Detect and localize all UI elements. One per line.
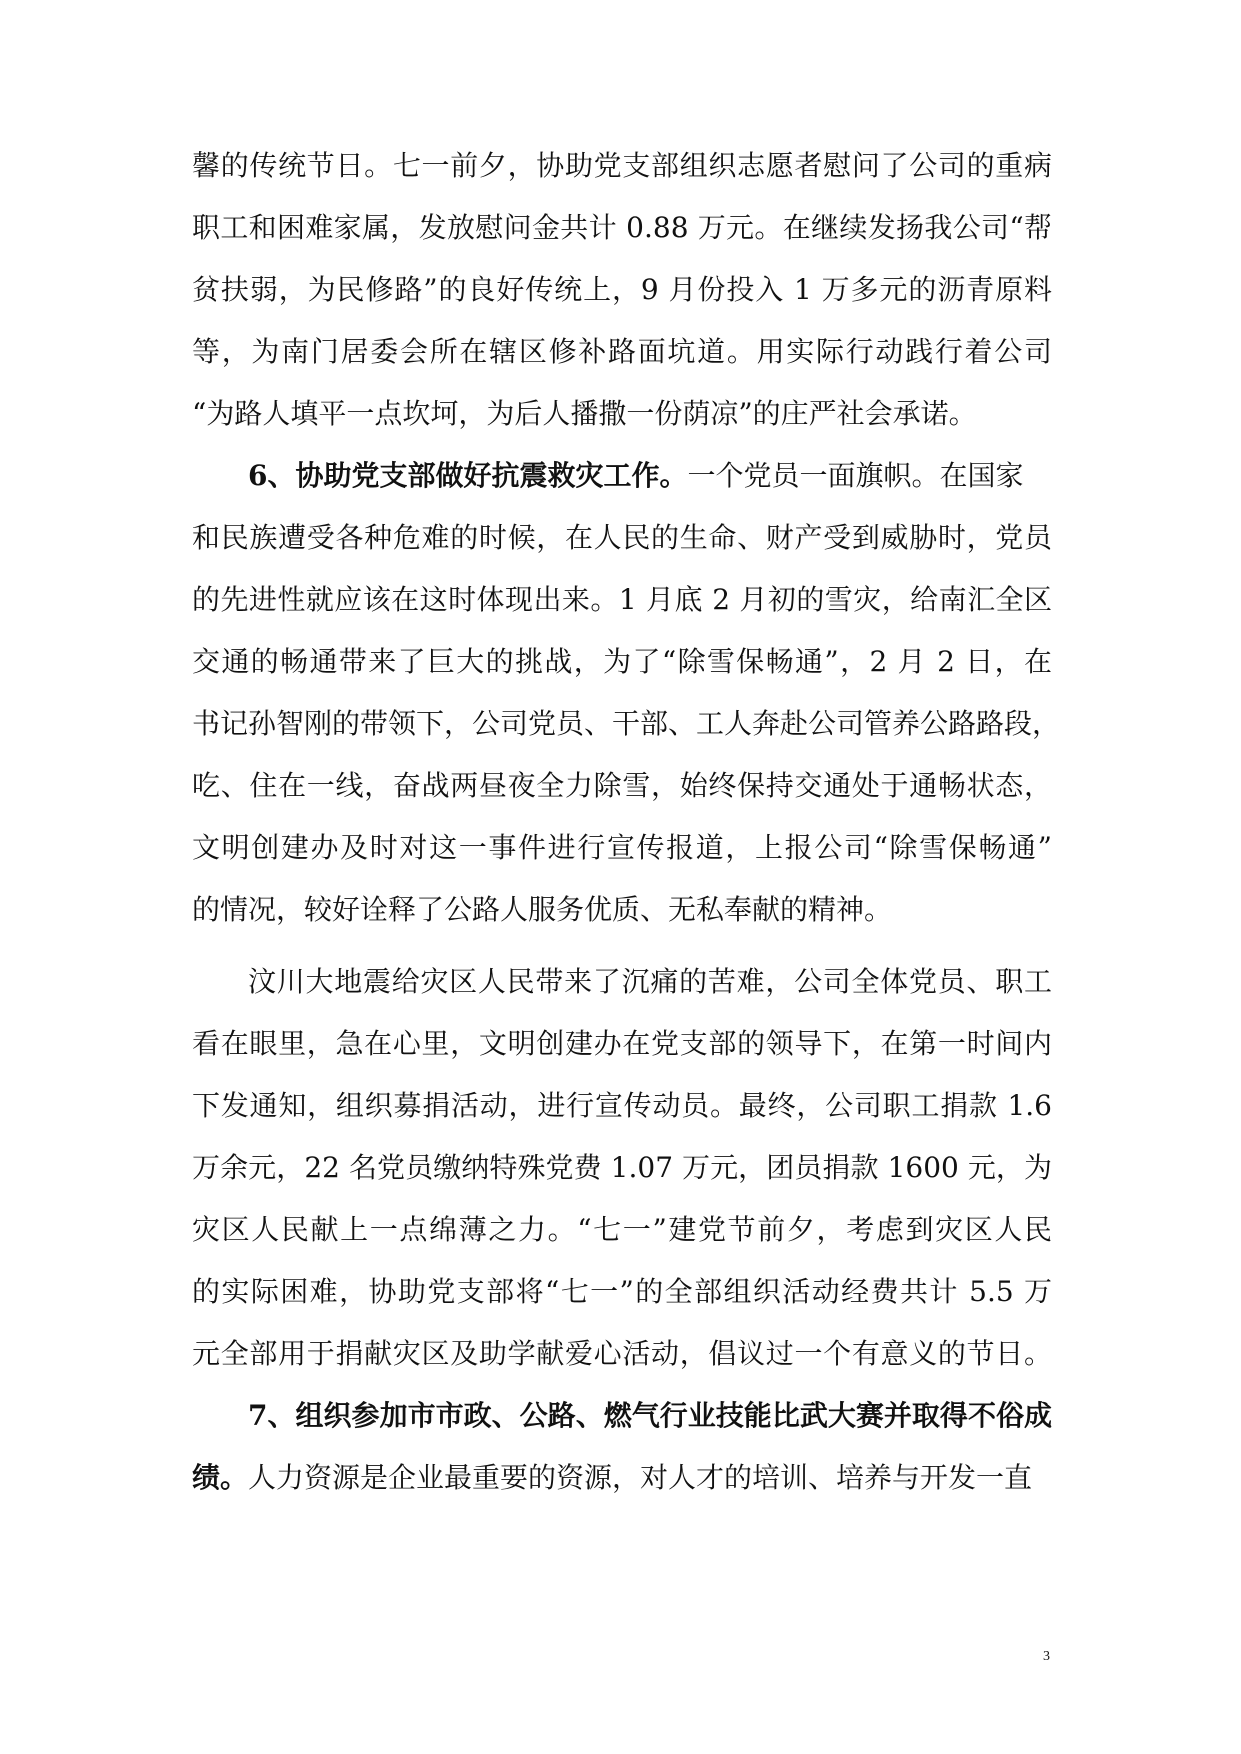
section-heading-7: 7、组织参加市市政、公路、燃气行业技能比武大赛并取得不俗成 [248,1399,1052,1432]
text-line: 职工和困难家属，发放慰问金共计 0.88 万元。在继续发扬我公司“帮 [192,211,1052,244]
text-line: 的情况，较好诠释了公路人服务优质、无私奉献的精神。 [192,893,893,926]
text-line: 等，为南门居委会所在辖区修补路面坑道。用实际行动践行着公司 [192,335,1052,368]
section-heading-7-cont: 绩。 [192,1461,249,1494]
text-line: 书记孙智刚的带领下，公司党员、干部、工人奔赴公司管养公路路段， [192,707,1061,740]
text-line: “为路人填平一点坎坷，为后人播撒一份荫凉”的庄严社会承诺。 [192,397,977,430]
text-line: 贫扶弱，为民修路”的良好传统上，9 月份投入 1 万多元的沥青原料 [192,273,1052,306]
text-line: 万余元，22 名党员缴纳特殊党费 1.07 万元，团员捐款 1600 元，为 [192,1151,1052,1184]
text-run: 人力资源是企业最重要的资源，对人才的培训、培养与开发一直 [248,1461,1033,1494]
text-line: 灾区人民献上一点绵薄之力。“七一”建党节前夕，考虑到灾区人民 [192,1213,1052,1246]
section-heading-6: 6、协助党支部做好抗震救灾工作。 [248,459,688,492]
text-line [192,1458,1052,1498]
text-line: 看在眼里，急在心里，文明创建办在党支部的领导下，在第一时间内 [192,1027,1052,1060]
text-line: 下发通知，组织募捐活动，进行宣传动员。最终，公司职工捐款 1.6 [192,1089,1052,1122]
document-page [192,0,1061,1754]
text-line: 馨的传统节日。七一前夕，协助党支部组织志愿者慰问了公司的重病 [192,149,1052,182]
text-line: 吃、住在一线，奋战两昼夜全力除雪，始终保持交通处于通畅状态， [192,769,1052,802]
text-line [192,456,1052,496]
text-line: 的先进性就应该在这时体现出来。1 月底 2 月初的雪灾，给南汇全区 [192,583,1052,616]
text-line: 汶川大地震给灾区人民带来了沉痛的苦难，公司全体党员、职工 [248,965,1052,998]
page-number: 3 [1043,1649,1050,1664]
text-run: 一个党员一面旗帜。在国家 [687,459,1024,492]
text-line: 交通的畅通带来了巨大的挑战，为了“除雪保畅通”，2 月 2 日，在 [192,645,1052,678]
text-line: 和民族遭受各种危难的时候，在人民的生命、财产受到威胁时，党员 [192,521,1052,554]
text-line: 的实际困难，协助党支部将“七一”的全部组织活动经费共计 5.5 万 [192,1275,1052,1308]
text-line: 文明创建办及时对这一事件进行宣传报道，上报公司“除雪保畅通” [192,831,1052,864]
text-line: 元全部用于捐献灾区及助学献爱心活动，倡议过一个有意义的节日。 [192,1337,1052,1370]
